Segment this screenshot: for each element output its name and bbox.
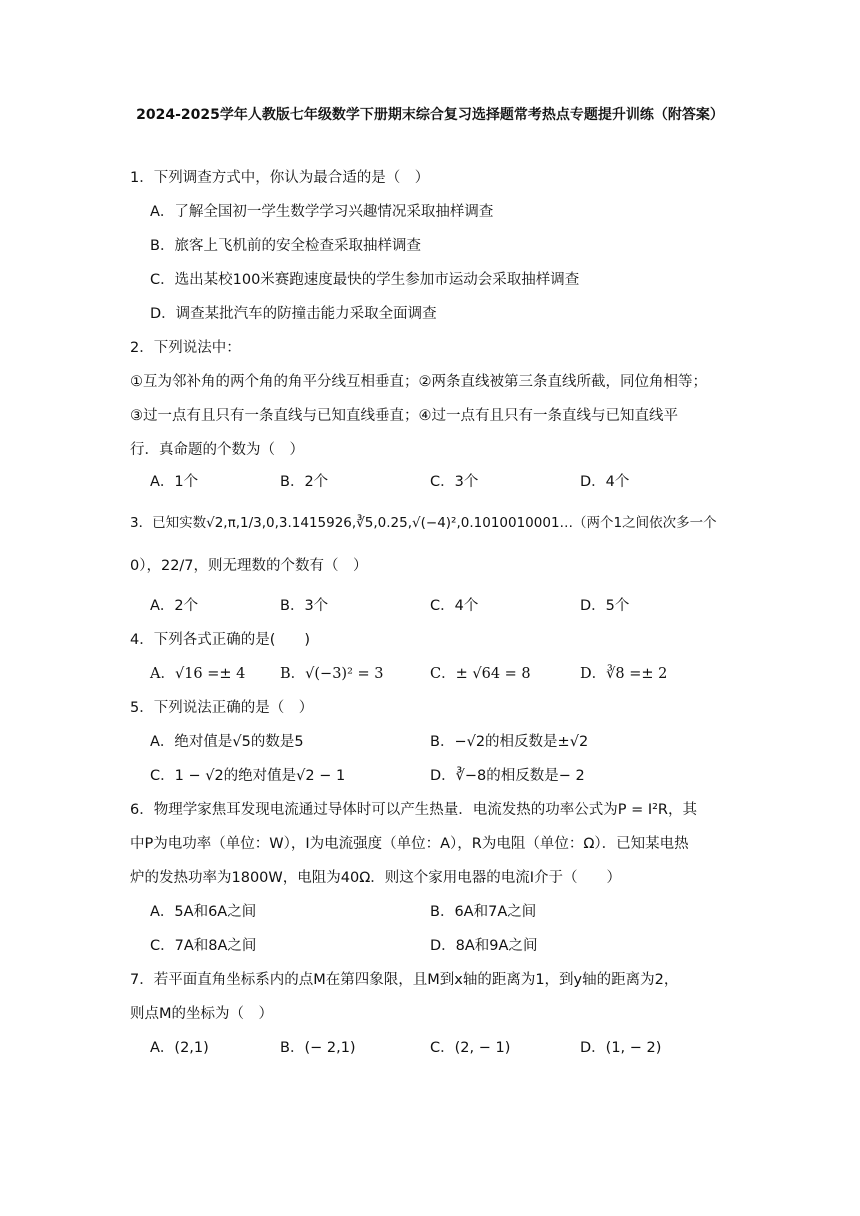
question-7-stem-line-2: 则点M的坐标为（ ） bbox=[130, 1006, 274, 1022]
question-1-option-d: D．调查某批汽车的防撞击能力采取全面调查 bbox=[150, 306, 437, 322]
question-2-stem-line-4: 行．真命题的个数为（ ） bbox=[130, 442, 304, 458]
question-1-option-b: B．旅客上飞机前的安全检查采取抽样调查 bbox=[150, 238, 421, 254]
question-4-option-a: A．√16 =± 4 bbox=[150, 666, 246, 682]
question-4-option-b: B．√(−3)² = 3 bbox=[280, 666, 384, 682]
question-6-stem-line-1: 6．物理学家焦耳发现电流通过导体时可以产生热量．电流发热的功率公式为P = I²R，其 bbox=[130, 802, 697, 818]
question-2-option-b: B．2个 bbox=[280, 474, 329, 490]
question-6-option-c: C．7A和8A之间 bbox=[150, 938, 257, 954]
question-1-stem: 1．下列调查方式中，你认为最合适的是（ ） bbox=[130, 170, 430, 186]
question-4-option-d: D．∛8 =± 2 bbox=[580, 666, 668, 682]
question-4-option-c: C．± √64 = 8 bbox=[430, 666, 531, 682]
question-3-option-c: C．4个 bbox=[430, 598, 479, 614]
question-6-option-a: A．5A和6A之间 bbox=[150, 904, 257, 920]
question-4-stem: 4．下列各式正确的是( ) bbox=[130, 632, 311, 648]
question-6-option-b: B．6A和7A之间 bbox=[430, 904, 537, 920]
question-3-option-b: B．3个 bbox=[280, 598, 329, 614]
question-3-option-a: A．2个 bbox=[150, 598, 199, 614]
question-2-option-d: D．4个 bbox=[580, 474, 630, 490]
question-6-stem-line-3: 炉的发热功率为1800W，电阻为40Ω．则这个家用电器的电流I介于（ ） bbox=[130, 870, 622, 886]
question-7-stem-line-1: 7．若平面直角坐标系内的点M在第四象限，且M到x轴的距离为1，到y轴的距离为2， bbox=[130, 972, 679, 988]
question-5-stem: 5．下列说法正确的是（ ） bbox=[130, 700, 314, 716]
question-1-option-a: A．了解全国初一学生数学学习兴趣情况采取抽样调查 bbox=[150, 204, 494, 220]
question-2-stem-line-3: ③过一点有且只有一条直线与已知直线垂直；④过一点有且只有一条直线与已知直线平 bbox=[130, 408, 678, 424]
question-2-stem-line-2: ①互为邻补角的两个角的角平分线互相垂直；②两条直线被第三条直线所截，同位角相等； bbox=[130, 374, 707, 390]
question-2-option-a: A．1个 bbox=[150, 474, 199, 490]
question-7-option-a: A．(2,1) bbox=[150, 1040, 209, 1056]
question-2-option-c: C．3个 bbox=[430, 474, 479, 490]
document-title: 2024-2025学年人教版七年级数学下册期末综合复习选择题常考热点专题提升训练（附答案） bbox=[136, 107, 724, 123]
question-3-option-d: D．5个 bbox=[580, 598, 630, 614]
question-2-stem-line-1: 2．下列说法中： bbox=[130, 340, 241, 356]
question-3-stem-line-1: 3．已知实数√2,π,1/3,0,3.1415926,∛5,0.25,√(−4)²,0.1010010001…（两个1之间依次多一个 bbox=[130, 515, 717, 531]
question-7-option-d: D．(1, − 2) bbox=[580, 1040, 662, 1056]
question-3-stem-line-2: 0），22/7，则无理数的个数有（ ） bbox=[130, 558, 368, 574]
question-7-option-c: C．(2, − 1) bbox=[430, 1040, 511, 1056]
question-6-stem-line-2: 中P为电功率（单位：W），I为电流强度（单位：A），R为电阻（单位：Ω）．已知某电热 bbox=[130, 836, 689, 852]
question-1-option-c: C．选出某校100米赛跑速度最快的学生参加市运动会采取抽样调查 bbox=[150, 272, 580, 288]
question-7-option-b: B．(− 2,1) bbox=[280, 1040, 356, 1056]
question-5-option-d: D．∛−8的相反数是− 2 bbox=[430, 768, 585, 784]
question-5-option-a: A．绝对值是√5的数是5 bbox=[150, 734, 304, 750]
question-6-option-d: D．8A和9A之间 bbox=[430, 938, 538, 954]
question-5-option-b: B．−√2的相反数是±√2 bbox=[430, 734, 589, 750]
question-5-option-c: C．1 − √2的绝对值是√2 − 1 bbox=[150, 768, 346, 784]
